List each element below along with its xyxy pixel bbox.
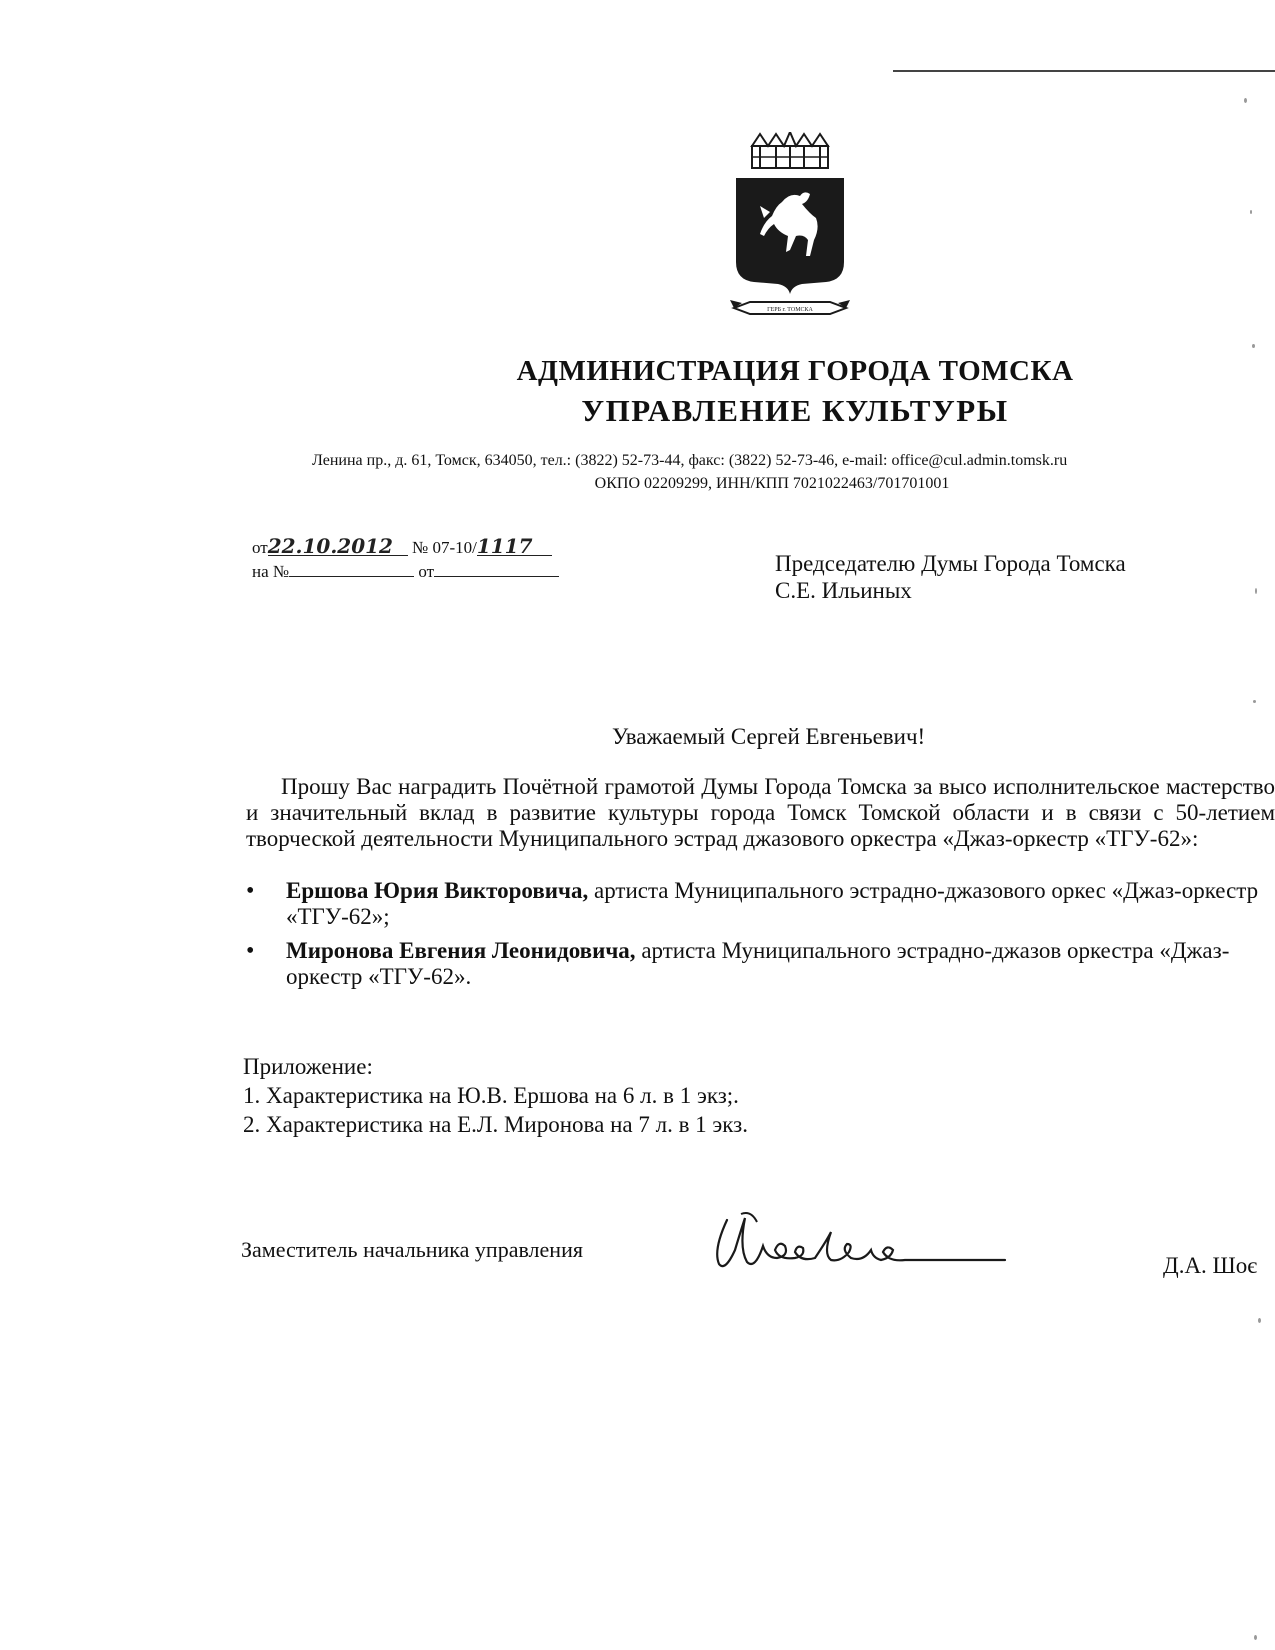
reply-number-blank [289,562,414,577]
registration-line [252,534,552,558]
address-line: Ленина пр., д. 61, Томск, 634050, тел.: (3822) 52-73-44, факс: (3822) 52-73-46, e-mail: office@cul.admin.tomsk.ru [312,452,1068,469]
organization-title: АДМИНИСТРАЦИЯ ГОРОДА ТОМСКА [516,355,1074,387]
nominee-name: Ершова Юрия Викторовича, [286,878,589,903]
emblem-ribbon-text: ГЕРБ г. ТОМСКА [767,307,813,313]
bullet-icon: • [246,878,255,904]
addressee-name: С.Е. Ильиных [775,578,912,603]
department-title: УПРАВЛЕНИЕ КУЛЬТУРЫ [581,393,1009,428]
bullet-icon: • [246,938,255,964]
scan-speck [1253,700,1256,703]
list-item [246,878,1275,930]
nominee-description: артиста Муниципального эстрадно-джазового оркес «Джаз-оркестр «ТГУ-62»; [286,878,1259,929]
reply-label: на № [252,562,290,581]
from-label: от [252,538,268,557]
scan-speck [1244,98,1247,103]
attachment-item: 2. Характеристика на Е.Л. Миронова на 7 л. в 1 экз. [243,1112,749,1137]
signer-title: Заместитель начальника управления [241,1237,583,1262]
scan-speck [1255,588,1257,594]
codes-line: ОКПО 02209299, ИНН/КПП 7021022463/701701001 [594,475,950,492]
letter-date: 22.10.2012 [268,537,408,556]
handwritten-signature [705,1200,1015,1280]
nominee-description: артиста Муниципального эстрадно-джазов оркестра «Джаз-оркестр «ТГУ-62». [286,938,1230,989]
nominee-name: Миронова Евгения Леонидовича, [286,938,636,963]
reply-from-label: от [418,562,435,581]
scan-speck [1258,1318,1261,1323]
reply-date-blank [434,562,559,577]
top-edge-rule [893,70,1275,72]
attachment-item: 1. Характеристика на Ю.В. Ершова на 6 л. в 1 экз;. [243,1083,739,1108]
number-label: № 07-10/ [411,538,477,557]
signer-name: Д.А. Шоє [1163,1253,1258,1278]
letter-body [246,774,1275,852]
letter-number: 1117 [477,537,552,556]
attachments-label: Приложение: [243,1054,373,1079]
scan-speck [1254,1635,1257,1640]
reply-line [252,562,559,582]
addressee-position: Председателю Думы Города Томска [775,551,1126,576]
addressee-block [775,550,1126,604]
attachments-block [243,1052,748,1139]
scan-speck [1252,344,1255,348]
body-paragraph: Прошу Вас наградить Почётной грамотой Думы Города Томска за высо исполнительское мастерство и значительный вклад в развитие культуры города Томск Томской области и в связи с 50-летием творческой деятельности Муниципального эстрад джазового оркестра «Джаз-оркестр «ТГУ-62»: [246,774,1275,851]
nominee-list [246,878,1275,998]
scan-speck [1250,210,1252,214]
tomsk-coat-of-arms-icon [730,132,850,332]
list-item [246,938,1275,990]
salutation: Уважаемый Сергей Евгеньевич! [612,724,926,749]
